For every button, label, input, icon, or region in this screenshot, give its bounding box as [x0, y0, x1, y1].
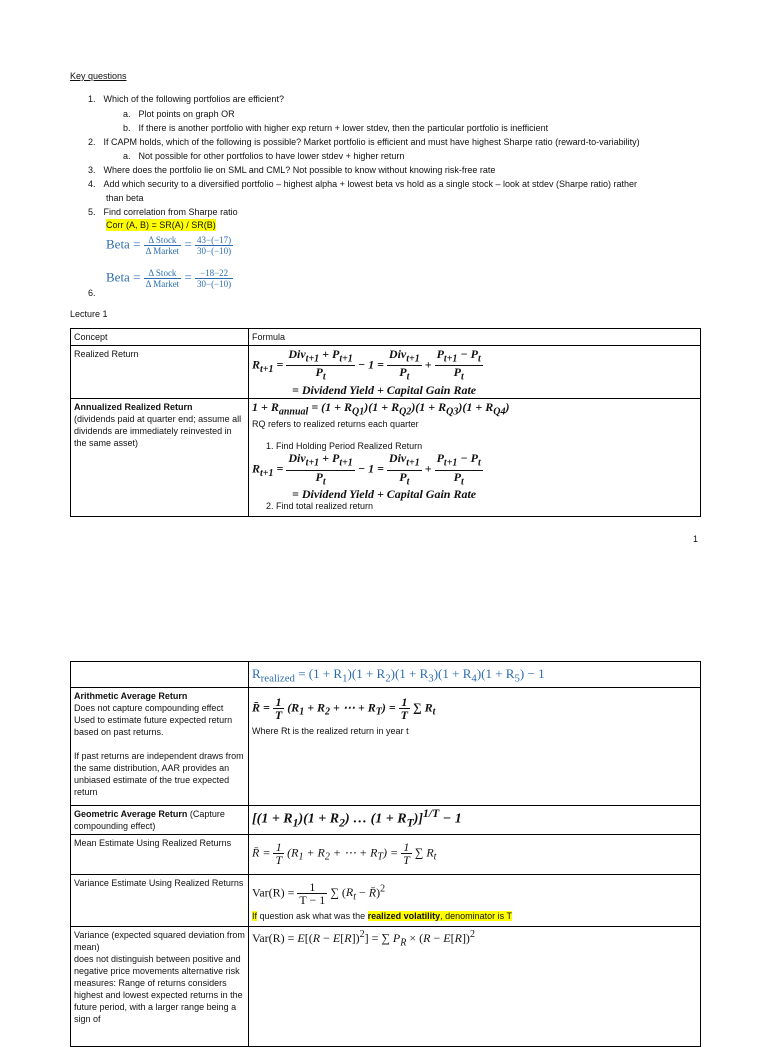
gar-cell: Geometric Average Return (Capture compounding effect)	[71, 806, 249, 835]
question-4-cont: than beta	[106, 193, 144, 203]
aar-where: Where Rt is the realized return in year t	[252, 726, 409, 736]
question-3: 3. Where does the portfolio lie on SML and CML? Not possible to know without knowing risk-free rate	[88, 165, 496, 175]
variance-expected-formula: $Var(R) = E[(R - E[R])^2]$ = ∑ $P_R \times (R - E[R])^2$	[249, 927, 701, 1047]
header-formula: Formula	[249, 329, 701, 346]
mean-estimate-formula: R̄ = $\frac{1}{T}$ ($R_1 + R_2$ + ⋯ + $R_T$) = $\frac{1}{T}$ ∑ $R_t$	[249, 835, 701, 875]
header-concept: Concept	[71, 329, 249, 346]
aar-title: Arithmetic Average Return	[74, 691, 188, 701]
lecture-heading: Lecture 1	[70, 309, 108, 319]
gar-formula: [$(1 + R_1)(1 + R_2)$ … $(1 + R_T)]^{1/T} - 1$	[249, 806, 701, 835]
aar-cell: Arithmetic Average Return Does not capture compounding effect Used to estimate future expected return based on past returns. If past returns are independent draws from the same distribution, AAR provides an unbiased estimate of the true expected return	[71, 688, 249, 806]
beta-formula-2: Beta = $\frac{\text{Δ Stock}}{\text{Δ Market}}$ = $\frac{-18-22}{30-(-10)}$	[106, 268, 232, 289]
annualized-return-desc: (dividends paid at quarter end; assume all dividends are immediately reinvested in the same asset)	[74, 413, 242, 448]
dividend-yield-line-2: = Dividend Yield + Capital Gain Rate	[292, 486, 477, 501]
question-1: 1. Which of the following portfolios are efficient?	[88, 94, 284, 104]
question-1a: a. Plot points on graph OR	[123, 109, 235, 119]
step-1: 1. Find Holding Period Realized Return	[266, 441, 423, 452]
corr-note: Corr (A, B) = SR(A) / SR(B)	[106, 220, 216, 230]
question-2a: a. Not possible for other portfolios to have lower stdev + higher return	[123, 151, 405, 161]
question-4: 4. Add which security to a diversified portfolio – highest alpha + lowest beta vs hold as a single stock – look at stdev (Sharpe ratio) rather	[88, 179, 638, 189]
aar-formula: R̄ = $\frac{1}{T}$ ($R_1 + R_2$ + ⋯ + $R_T$) = $\frac{1}{T}$ ∑ $R_t$ Where Rt is the realized return in year t	[249, 688, 701, 806]
question-1b: b. If there is another portfolio with higher exp return + lower stdev, then the particular portfolio is inefficient	[123, 123, 549, 133]
mean-estimate-label: Mean Estimate Using Realized Returns	[71, 835, 249, 875]
rq-note: RQ refers to realized returns each quarter	[252, 419, 419, 430]
variance-estimate-label: Variance Estimate Using Realized Returns	[71, 875, 249, 927]
question-5: 5. Find correlation from Sharpe ratio	[88, 207, 238, 217]
realized-volatility-note: If question ask what was the realized volatility, denominator is T	[252, 911, 512, 921]
lecture-table-2	[70, 661, 701, 1047]
page-number: 1	[693, 534, 699, 544]
lecture-table-1	[70, 328, 701, 517]
realized-return-formula: $R_{t+1}$ = $\frac{Div_{t+1} + P_{t+1}}{P_t}$ − 1 = $\frac{Div_{t+1}}{P_t}$ + $\frac{P_{t+1} - P_t}{P_t}$ = Dividend Yield + Capital Gain Rate	[249, 346, 701, 399]
annualized-return-title: Annualized Realized Return	[74, 401, 193, 412]
dividend-yield-line: = Dividend Yield + Capital Gain Rate	[292, 382, 477, 397]
annualized-return-cell	[71, 398, 249, 516]
variance-estimate-formula: Var(R) = $\frac{1}{T - 1}$ ∑ ($R_t$ − R̄)$^2$ If question ask what was the realized volatility, denominator is T	[249, 875, 701, 927]
realized-compound-formula: $R_{realized} = (1 + R_1)(1 + R_2)(1 + R_3)(1 + R_4)(1 + R_5) - 1$	[249, 662, 701, 688]
annualized-return-formula: $1 + R_{annual} = (1 + R_{Q1})(1 + R_{Q2})(1 + R_{Q3})(1 + R_{Q4})$ RQ refers to realized returns each quarter 1. Find Holding Period Realized Return $R_{t+1}$ = $\frac{Div_{t+1} + P_{t+1}}{P_t}$ − 1 = $\frac{Div_{t+1}}{P_t}$ + $\frac{P_{t+1} - P_t}{P_t}$ = Dividend Yield + Capital Gain Rate 2. Find total realized return	[249, 398, 701, 516]
realized-return-label: Realized Return	[71, 346, 249, 399]
variance-expected-cell: Variance (expected squared deviation from mean) does not distinguish between positive and negative price movements alternative risk measures: Range of returns considers highest and lowest expected returns in the future period, with a larger range being a sign of	[71, 927, 249, 1047]
step-2: 2. Find total realized return	[266, 500, 374, 511]
beta-formula-1: Beta = $\frac{\text{Δ Stock}}{\text{Δ Market}}$ = $\frac{43-(-17)}{30-(-10)}$	[106, 235, 232, 256]
question-2: 2. If CAPM holds, which of the following is possible? Market portfolio is efficient and must have highest Sharpe ratio (reward-to-variability)	[88, 137, 640, 147]
key-questions-heading: Key questions	[70, 71, 127, 81]
question-6: 6.	[88, 288, 96, 298]
